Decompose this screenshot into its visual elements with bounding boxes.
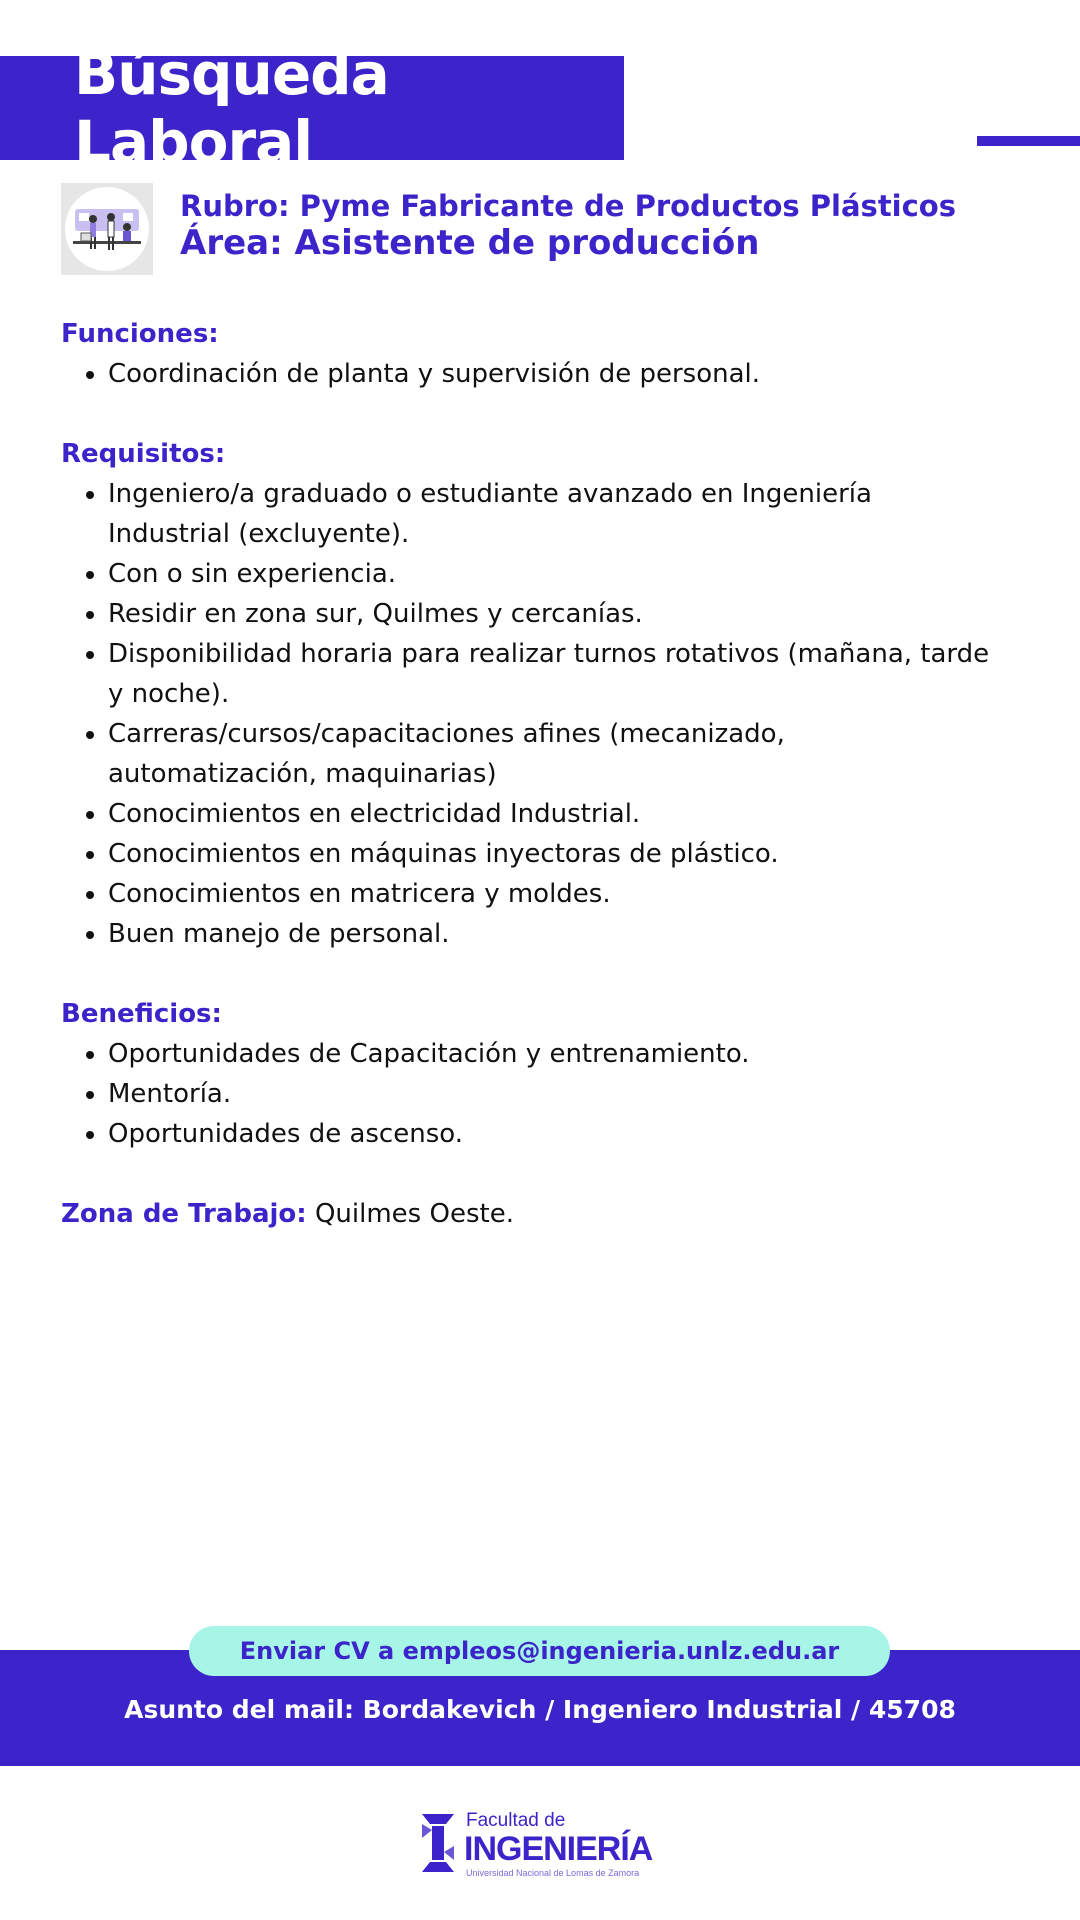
- header-text: [180, 188, 956, 262]
- requisitos-list: [61, 474, 1001, 954]
- list-item: • Carreras/cursos/capacitaciones afines (mecanizado, automatización, maquinarias): [108, 714, 1001, 794]
- funciones-title: Funciones:: [61, 319, 219, 349]
- accent-line: [977, 136, 1080, 146]
- send-cv-link[interactable]: Enviar CV a empleos@ingenieria.unlz.edu.ar: [189, 1626, 890, 1676]
- list-item: • Buen manejo de personal.: [108, 914, 1001, 954]
- email-subject: Asunto del mail: Bordakevich / Ingeniero Industrial / 45708: [124, 1695, 956, 1724]
- beneficios-title: Beneficios:: [61, 999, 222, 1029]
- list-item: • Oportunidades de ascenso.: [108, 1114, 1001, 1154]
- title-banner: [0, 40, 624, 176]
- office-team-illustration-icon: [61, 183, 153, 275]
- list-item: • Conocimientos en matricera y moldes.: [108, 874, 1001, 914]
- beneficios-list: [61, 1034, 1001, 1154]
- area-line: Área: Asistente de producción: [180, 223, 760, 263]
- list-item: • Con o sin experiencia.: [108, 554, 1001, 594]
- logo-line2: INGENIERÍA: [464, 1830, 653, 1868]
- rubro-line: Rubro: Pyme Fabricante de Productos Plásticos: [180, 189, 956, 223]
- ingenieria-logo-mark-icon: [418, 1810, 458, 1876]
- list-item: • Mentoría.: [108, 1074, 1001, 1114]
- list-item: • Conocimientos en electricidad Industrial.: [108, 794, 1001, 834]
- list-item: • Residir en zona sur, Quilmes y cercanías.: [108, 594, 1001, 634]
- job-content: [61, 314, 1001, 1234]
- zona-label: Zona de Trabajo:: [61, 1199, 307, 1229]
- faculty-logo: [416, 1806, 676, 1878]
- list-item: • Disponibilidad horaria para realizar turnos rotativos (mañana, tarde y noche).: [108, 634, 1001, 714]
- list-item: • Conocimientos en máquinas inyectoras de plástico.: [108, 834, 1001, 874]
- list-item: • Oportunidades de Capacitación y entrenamiento.: [108, 1034, 1001, 1074]
- logo-line3: Universidad Nacional de Lomas de Zamora: [466, 1868, 640, 1878]
- list-item: • Ingeniero/a graduado o estudiante avanzado en Ingeniería Industrial (excluyente).: [108, 474, 1001, 554]
- zona-value: Quilmes Oeste.: [306, 1199, 514, 1229]
- requisitos-title: Requisitos:: [61, 439, 226, 469]
- zona-de-trabajo: [61, 1194, 1001, 1234]
- funciones-list: [61, 354, 1001, 394]
- page-title: Búsqueda Laboral: [74, 40, 389, 176]
- logo-line1: Facultad de: [466, 1810, 566, 1831]
- list-item: • Coordinación de planta y supervisión de personal.: [108, 354, 1001, 394]
